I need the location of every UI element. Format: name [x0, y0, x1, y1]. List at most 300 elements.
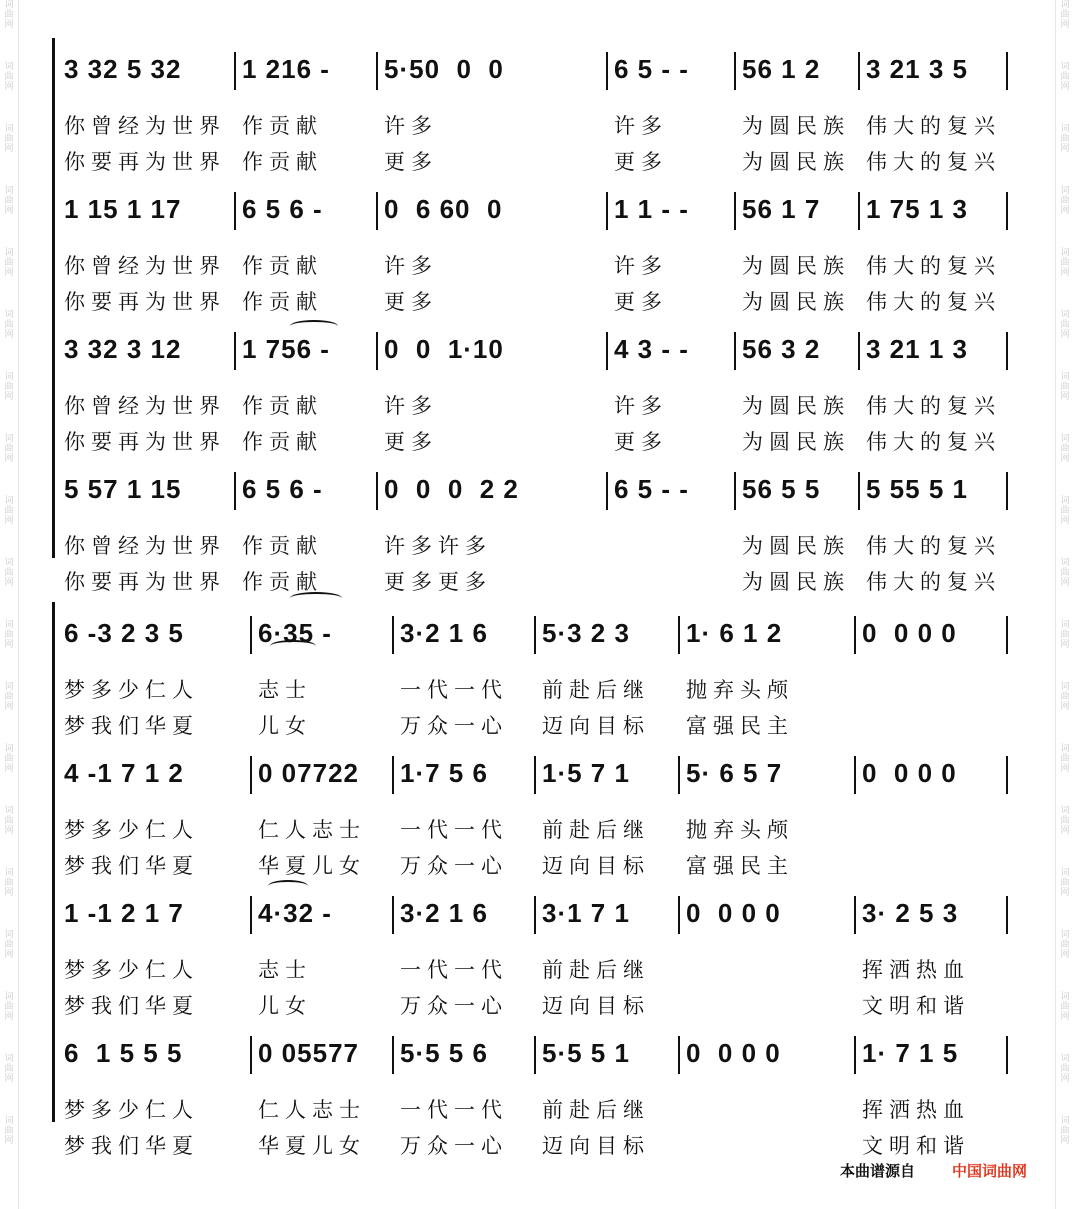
- measure-notes: 1 756 -: [242, 334, 330, 364]
- watermark-gap: [1056, 92, 1074, 124]
- lyric-verse-2: 你要再为世界: [64, 430, 226, 454]
- watermark-glyph: 曲: [1060, 940, 1070, 950]
- watermark-glyph: 词: [1060, 558, 1070, 568]
- watermark-glyph: 网: [1060, 268, 1070, 278]
- barline: [606, 192, 608, 230]
- lyric-verse-1: 一代一代: [400, 678, 508, 702]
- watermark-glyph: 曲: [1060, 444, 1070, 454]
- measure-notes: 0 05577: [258, 1038, 359, 1068]
- watermark-glyph: 网: [4, 20, 14, 30]
- lyric-verse-1: 你曾经为世界: [64, 394, 226, 418]
- barline: [678, 616, 680, 654]
- barline: [250, 896, 252, 934]
- lyric-verse-2: 梦我们华夏: [64, 994, 199, 1018]
- lyric-verse-1: 伟大的复兴: [866, 114, 1001, 138]
- watermark-glyph: 曲: [4, 754, 14, 764]
- watermark-glyph: 网: [1060, 206, 1070, 216]
- measure-notes: 5·50 0 0: [384, 54, 504, 84]
- lyric-verse-2: 你要再为世界: [64, 570, 226, 594]
- watermark-glyph: 词: [1060, 620, 1070, 630]
- watermark-gap: [1056, 836, 1074, 868]
- lyric-verse-2: 万众一心: [400, 1134, 508, 1158]
- watermark-gap: [1056, 216, 1074, 248]
- measure-notes: 3 32 5 32: [64, 54, 182, 84]
- measure-notes: 0 0 0 0: [862, 618, 957, 648]
- watermark-glyph: 词: [1060, 124, 1070, 134]
- measure-notes: 4 -1 7 1 2: [64, 758, 184, 788]
- measure-notes: 5 57 1 15: [64, 474, 182, 504]
- lyric-verse-1: 仁人志士: [258, 818, 366, 842]
- watermark-glyph: 词: [4, 434, 14, 444]
- lyric-verse-2: 更多: [614, 290, 668, 314]
- lyric-verse-1: 许多: [614, 254, 668, 278]
- lyric-verse-1: 一代一代: [400, 1098, 508, 1122]
- barline: [606, 52, 608, 90]
- watermark-glyph: 词: [4, 620, 14, 630]
- watermark-glyph: 曲: [4, 1002, 14, 1012]
- barline: [1006, 616, 1008, 654]
- watermark-glyph: 曲: [4, 258, 14, 268]
- watermark-glyph: 曲: [4, 72, 14, 82]
- watermark-glyph: 曲: [1060, 320, 1070, 330]
- watermark-glyph: 词: [4, 992, 14, 1002]
- measure-notes: 0 0 0 0: [686, 1038, 781, 1068]
- watermark-gap: [1056, 712, 1074, 744]
- watermark-glyph: 词: [1060, 992, 1070, 1002]
- barline: [854, 756, 856, 794]
- watermark-glyph: 词: [4, 186, 14, 196]
- watermark-glyph: 曲: [1060, 382, 1070, 392]
- watermark-glyph: 词: [4, 930, 14, 940]
- measure-notes: 0 07722: [258, 758, 359, 788]
- watermark-glyph: 曲: [4, 816, 14, 826]
- watermark-glyph: 词: [4, 372, 14, 382]
- watermark-glyph: 词: [1060, 930, 1070, 940]
- watermark-glyph: 词: [1060, 682, 1070, 692]
- lyric-verse-1: 许多许多: [384, 534, 492, 558]
- measure-notes: 0 0 1·10: [384, 334, 504, 364]
- watermark-glyph: 曲: [4, 878, 14, 888]
- measure-notes: 3·1 7 1: [542, 898, 630, 928]
- lyric-verse-1: 前赴后继: [542, 678, 650, 702]
- barline: [534, 616, 536, 654]
- watermark-glyph: 网: [1060, 950, 1070, 960]
- lyric-verse-2: 伟大的复兴: [866, 290, 1001, 314]
- watermark-gap: [1056, 1084, 1074, 1116]
- lyric-verse-2: 更多: [614, 430, 668, 454]
- lyric-verse-2: 华夏儿女: [258, 1134, 366, 1158]
- watermark-gap: [0, 154, 18, 186]
- lyric-verse-1: 许多: [614, 114, 668, 138]
- watermark-glyph: 曲: [1060, 568, 1070, 578]
- lyric-verse-2: 万众一心: [400, 854, 508, 878]
- watermark-glyph: 曲: [4, 630, 14, 640]
- barline: [858, 332, 860, 370]
- watermark-glyph: 曲: [4, 134, 14, 144]
- watermark-glyph: 网: [1060, 888, 1070, 898]
- barline: [376, 192, 378, 230]
- watermark-gap: [1056, 1146, 1074, 1178]
- system-bracket: [52, 602, 55, 1122]
- measure-notes: 5·3 2 3: [542, 618, 630, 648]
- measure-notes: 1· 7 1 5: [862, 1038, 959, 1068]
- watermark-glyph: 曲: [4, 940, 14, 950]
- watermark-glyph: 词: [4, 1054, 14, 1064]
- lyric-verse-1: 挥洒热血: [862, 958, 970, 982]
- lyric-verse-2: 更多: [614, 150, 668, 174]
- barline: [376, 332, 378, 370]
- measure-notes: 6·35 -: [258, 618, 332, 648]
- watermark-gap: [1056, 1022, 1074, 1054]
- watermark-glyph: 网: [4, 950, 14, 960]
- measure-notes: 5·5 5 1: [542, 1038, 630, 1068]
- measure-notes: 6 5 6 -: [242, 474, 323, 504]
- watermark-gap: [0, 464, 18, 496]
- site-name[interactable]: 中国词曲网: [952, 1162, 1028, 1180]
- measure-notes: 6 5 - -: [614, 54, 689, 84]
- watermark-glyph: 词: [1060, 310, 1070, 320]
- lyric-verse-2: 伟大的复兴: [866, 430, 1001, 454]
- watermark-glyph: 网: [4, 330, 14, 340]
- watermark-glyph: 网: [1060, 20, 1070, 30]
- measure-notes: 6 -3 2 3 5: [64, 618, 184, 648]
- barline: [392, 1036, 394, 1074]
- watermark-gap: [1056, 402, 1074, 434]
- watermark-glyph: 曲: [4, 444, 14, 454]
- lyric-verse-2: 作贡献: [242, 570, 323, 594]
- lyric-verse-1: 伟大的复兴: [866, 254, 1001, 278]
- watermark-gap: [0, 960, 18, 992]
- barline: [858, 192, 860, 230]
- watermark-glyph: 词: [1060, 186, 1070, 196]
- watermark-glyph: 网: [1060, 764, 1070, 774]
- watermark-gap: [0, 278, 18, 310]
- watermark-gap: [1056, 340, 1074, 372]
- lyric-verse-1: 梦多少仁人: [64, 1098, 199, 1122]
- barline: [234, 52, 236, 90]
- watermark-gap: [0, 92, 18, 124]
- measure-notes: 56 1 7: [742, 194, 821, 224]
- slur-mark: [268, 880, 308, 892]
- lyric-verse-1: 梦多少仁人: [64, 678, 199, 702]
- barline: [376, 52, 378, 90]
- barline: [734, 192, 736, 230]
- lyric-verse-2: 富强民主: [686, 854, 794, 878]
- lyric-verse-1: 前赴后继: [542, 958, 650, 982]
- watermark-glyph: 词: [1060, 868, 1070, 878]
- watermark-glyph: 曲: [1060, 754, 1070, 764]
- measure-notes: 1 75 1 3: [866, 194, 968, 224]
- watermark-glyph: 曲: [4, 10, 14, 20]
- lyric-verse-2: 为圆民族: [742, 570, 850, 594]
- lyric-verse-2: 更多: [384, 430, 438, 454]
- barline: [1006, 756, 1008, 794]
- watermark-gap: [0, 774, 18, 806]
- lyric-verse-1: 作贡献: [242, 534, 323, 558]
- watermark-glyph: 网: [4, 144, 14, 154]
- measure-notes: 5·5 5 6: [400, 1038, 488, 1068]
- watermark-gap: [1056, 526, 1074, 558]
- watermark-glyph: 曲: [1060, 134, 1070, 144]
- watermark-glyph: 曲: [1060, 816, 1070, 826]
- watermark-glyph: 词: [1060, 496, 1070, 506]
- lyric-verse-2: 作贡献: [242, 150, 323, 174]
- watermark-gap: [0, 216, 18, 248]
- measure-notes: 6 5 - -: [614, 474, 689, 504]
- watermark-glyph: 曲: [4, 196, 14, 206]
- lyric-verse-2: 迈向目标: [542, 714, 650, 738]
- watermark-glyph: 网: [4, 454, 14, 464]
- lyric-verse-2: 富强民主: [686, 714, 794, 738]
- watermark-glyph: 网: [4, 640, 14, 650]
- watermark-glyph: 词: [1060, 62, 1070, 72]
- barline: [734, 52, 736, 90]
- watermark-glyph: 曲: [1060, 72, 1070, 82]
- lyric-verse-2: 为圆民族: [742, 430, 850, 454]
- watermark-glyph: 曲: [4, 320, 14, 330]
- watermark-glyph: 网: [4, 764, 14, 774]
- lyric-verse-1: 为圆民族: [742, 534, 850, 558]
- lyric-verse-1: 抛弃头颅: [686, 818, 794, 842]
- right-watermark-strip: [1055, 0, 1074, 1209]
- left-watermark-strip: [0, 0, 19, 1209]
- watermark-glyph: 网: [4, 578, 14, 588]
- lyric-verse-2: 作贡献: [242, 430, 323, 454]
- watermark-glyph: 词: [4, 558, 14, 568]
- barline: [234, 332, 236, 370]
- watermark-glyph: 曲: [1060, 506, 1070, 516]
- lyric-verse-1: 为圆民族: [742, 114, 850, 138]
- watermark-gap: [0, 1146, 18, 1178]
- lyric-verse-1: 一代一代: [400, 818, 508, 842]
- watermark-gap: [0, 402, 18, 434]
- watermark-glyph: 词: [4, 744, 14, 754]
- watermark-glyph: 曲: [1060, 1064, 1070, 1074]
- barline: [534, 756, 536, 794]
- watermark-glyph: 网: [1060, 640, 1070, 650]
- watermark-glyph: 网: [1060, 454, 1070, 464]
- watermark-glyph: 网: [4, 82, 14, 92]
- watermark-glyph: 词: [1060, 0, 1070, 10]
- watermark-glyph: 曲: [4, 382, 14, 392]
- watermark-gap: [0, 526, 18, 558]
- lyric-verse-1: 你曾经为世界: [64, 114, 226, 138]
- barline: [250, 1036, 252, 1074]
- watermark-glyph: 曲: [1060, 10, 1070, 20]
- measure-notes: 56 3 2: [742, 334, 821, 364]
- watermark-glyph: 网: [1060, 516, 1070, 526]
- barline: [854, 896, 856, 934]
- watermark-glyph: 词: [4, 62, 14, 72]
- lyric-verse-1: 你曾经为世界: [64, 534, 226, 558]
- lyric-verse-1: 你曾经为世界: [64, 254, 226, 278]
- watermark-glyph: 词: [4, 310, 14, 320]
- lyric-verse-1: 志士: [258, 958, 312, 982]
- lyric-verse-2: 文明和谐: [862, 1134, 970, 1158]
- barline: [858, 52, 860, 90]
- watermark-glyph: 网: [4, 268, 14, 278]
- watermark-glyph: 网: [1060, 1074, 1070, 1084]
- barline: [1006, 332, 1008, 370]
- measure-notes: 3 21 3 5: [866, 54, 968, 84]
- slur-mark: [290, 320, 338, 332]
- measure-notes: 3 32 3 12: [64, 334, 182, 364]
- watermark-glyph: 曲: [1060, 258, 1070, 268]
- lyric-verse-1: 挥洒热血: [862, 1098, 970, 1122]
- lyric-verse-1: 许多: [384, 114, 438, 138]
- lyric-verse-2: 更多: [384, 150, 438, 174]
- lyric-verse-2: 华夏儿女: [258, 854, 366, 878]
- measure-notes: 0 0 0 2 2: [384, 474, 519, 504]
- lyric-verse-1: 梦多少仁人: [64, 818, 199, 842]
- watermark-gap: [1056, 588, 1074, 620]
- barline: [234, 472, 236, 510]
- lyric-verse-1: 仁人志士: [258, 1098, 366, 1122]
- measure-notes: 1·7 5 6: [400, 758, 488, 788]
- lyric-verse-2: 你要再为世界: [64, 150, 226, 174]
- watermark-glyph: 网: [1060, 392, 1070, 402]
- lyric-verse-1: 伟大的复兴: [866, 534, 1001, 558]
- lyric-verse-1: 抛弃头颅: [686, 678, 794, 702]
- watermark-glyph: 词: [1060, 1054, 1070, 1064]
- lyric-verse-1: 志士: [258, 678, 312, 702]
- barline: [734, 472, 736, 510]
- lyric-verse-2: 为圆民族: [742, 150, 850, 174]
- lyric-verse-2: 伟大的复兴: [866, 570, 1001, 594]
- measure-notes: 1 1 - -: [614, 194, 689, 224]
- watermark-glyph: 词: [4, 868, 14, 878]
- lyric-verse-2: 万众一心: [400, 714, 508, 738]
- measure-notes: 1 -1 2 1 7: [64, 898, 184, 928]
- lyric-verse-2: 梦我们华夏: [64, 854, 199, 878]
- measure-notes: 1 216 -: [242, 54, 330, 84]
- watermark-gap: [0, 340, 18, 372]
- watermark-glyph: 网: [1060, 144, 1070, 154]
- barline: [534, 896, 536, 934]
- lyric-verse-1: 前赴后继: [542, 1098, 650, 1122]
- lyric-verse-2: 为圆民族: [742, 290, 850, 314]
- measure-notes: 4·32 -: [258, 898, 332, 928]
- lyric-verse-1: 作贡献: [242, 254, 323, 278]
- watermark-glyph: 词: [1060, 248, 1070, 258]
- watermark-glyph: 曲: [4, 1126, 14, 1136]
- watermark-glyph: 网: [4, 1136, 14, 1146]
- measure-notes: 56 5 5: [742, 474, 821, 504]
- watermark-glyph: 词: [4, 248, 14, 258]
- barline: [392, 756, 394, 794]
- lyric-verse-1: 前赴后继: [542, 818, 650, 842]
- watermark-glyph: 网: [1060, 82, 1070, 92]
- measure-notes: 1 15 1 17: [64, 194, 182, 224]
- watermark-glyph: 曲: [1060, 1002, 1070, 1012]
- lyric-verse-2: 梦我们华夏: [64, 1134, 199, 1158]
- watermark-glyph: 网: [1060, 1136, 1070, 1146]
- lyric-verse-2: 更多: [384, 290, 438, 314]
- barline: [854, 616, 856, 654]
- source-label: 本曲谱源自: [840, 1162, 916, 1180]
- barline: [678, 896, 680, 934]
- lyric-verse-2: 儿女: [258, 714, 312, 738]
- measure-notes: 0 0 0 0: [862, 758, 957, 788]
- watermark-gap: [1056, 464, 1074, 496]
- measure-notes: 1· 6 1 2: [686, 618, 783, 648]
- watermark-glyph: 词: [1060, 1116, 1070, 1126]
- measure-notes: 3·2 1 6: [400, 618, 488, 648]
- watermark-glyph: 词: [4, 682, 14, 692]
- watermark-glyph: 曲: [1060, 878, 1070, 888]
- watermark-gap: [1056, 960, 1074, 992]
- measure-notes: 6 5 6 -: [242, 194, 323, 224]
- lyric-verse-2: 迈向目标: [542, 854, 650, 878]
- lyric-verse-1: 许多: [384, 254, 438, 278]
- slur-mark: [290, 592, 342, 604]
- lyric-verse-2: 儿女: [258, 994, 312, 1018]
- measure-notes: 0 0 0 0: [686, 898, 781, 928]
- lyric-verse-1: 一代一代: [400, 958, 508, 982]
- watermark-glyph: 曲: [1060, 630, 1070, 640]
- barline: [1006, 52, 1008, 90]
- lyric-verse-1: 伟大的复兴: [866, 394, 1001, 418]
- barline: [250, 616, 252, 654]
- watermark-glyph: 网: [4, 1012, 14, 1022]
- watermark-glyph: 词: [4, 0, 14, 10]
- watermark-glyph: 网: [1060, 702, 1070, 712]
- lyric-verse-1: 许多: [614, 394, 668, 418]
- watermark-glyph: 网: [1060, 330, 1070, 340]
- lyric-verse-2: 迈向目标: [542, 1134, 650, 1158]
- watermark-gap: [0, 1022, 18, 1054]
- barline: [678, 1036, 680, 1074]
- watermark-gap: [1056, 154, 1074, 186]
- watermark-gap: [0, 588, 18, 620]
- lyric-verse-1: 许多: [384, 394, 438, 418]
- watermark-glyph: 网: [4, 392, 14, 402]
- watermark-glyph: 网: [4, 888, 14, 898]
- measure-notes: 56 1 2: [742, 54, 821, 84]
- watermark-gap: [0, 836, 18, 868]
- measure-notes: 3· 2 5 3: [862, 898, 959, 928]
- lyric-verse-1: 作贡献: [242, 114, 323, 138]
- watermark-glyph: 词: [4, 124, 14, 134]
- watermark-glyph: 网: [1060, 578, 1070, 588]
- watermark-glyph: 曲: [4, 506, 14, 516]
- watermark-gap: [0, 650, 18, 682]
- barline: [734, 332, 736, 370]
- lyric-verse-2: 梦我们华夏: [64, 714, 199, 738]
- barline: [1006, 1036, 1008, 1074]
- watermark-gap: [1056, 278, 1074, 310]
- barline: [376, 472, 378, 510]
- watermark-glyph: 词: [4, 496, 14, 506]
- lyric-verse-1: 为圆民族: [742, 254, 850, 278]
- barline: [392, 616, 394, 654]
- lyric-verse-2: 你要再为世界: [64, 290, 226, 314]
- watermark-gap: [0, 712, 18, 744]
- barline: [678, 756, 680, 794]
- barline: [606, 332, 608, 370]
- watermark-glyph: 网: [4, 516, 14, 526]
- slur-mark: [270, 640, 316, 652]
- watermark-gap: [1056, 774, 1074, 806]
- watermark-glyph: 曲: [1060, 196, 1070, 206]
- lyric-verse-2: 伟大的复兴: [866, 150, 1001, 174]
- barline: [534, 1036, 536, 1074]
- watermark-glyph: 网: [4, 206, 14, 216]
- watermark-glyph: 曲: [1060, 692, 1070, 702]
- barline: [1006, 472, 1008, 510]
- measure-notes: 0 6 60 0: [384, 194, 503, 224]
- system-bracket: [52, 38, 55, 558]
